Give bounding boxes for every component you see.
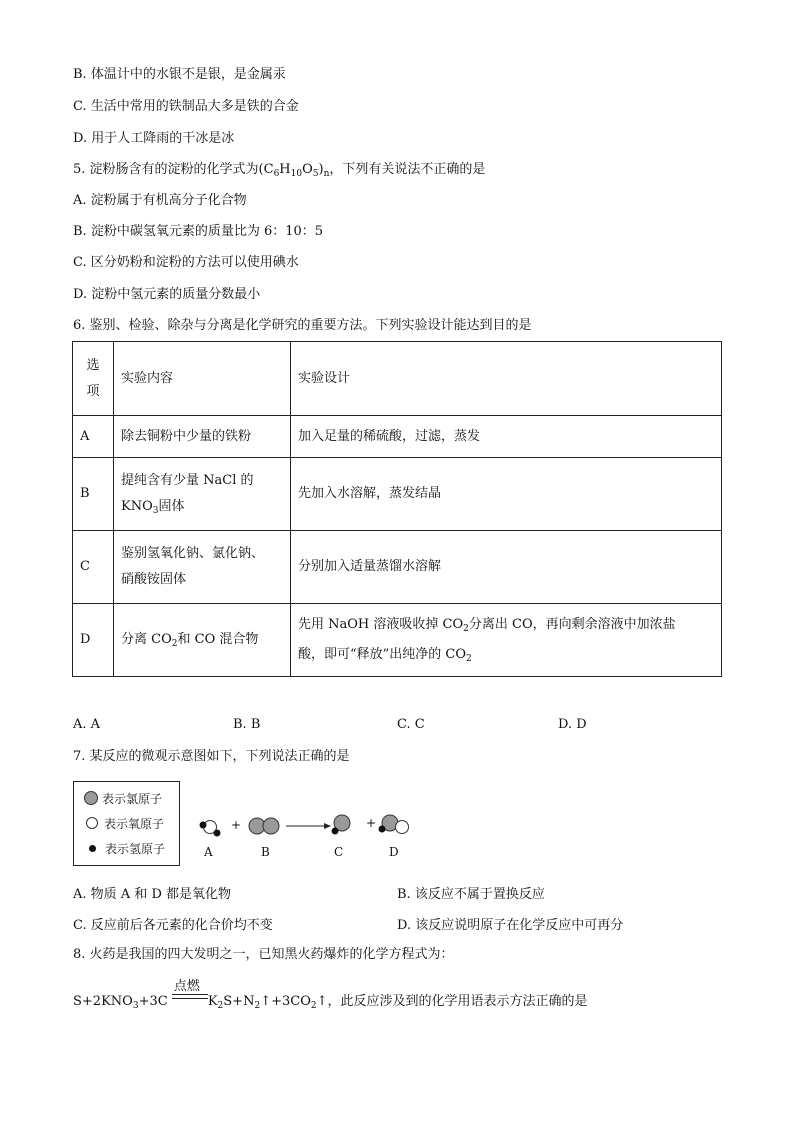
q7-reaction-diagram: [190, 808, 420, 848]
q6-header-content: 实验内容: [114, 342, 291, 416]
equals-line-bottom: [172, 998, 208, 999]
q6-option-d: D. D: [558, 717, 587, 732]
plus-sign-1: +: [231, 818, 242, 832]
q8-stem: 8. 火药是我国的四大发明之一，已知黑火药爆炸的化学方程式为：: [73, 947, 454, 962]
q7-option-c: C. 反应前后各元素的化合价均不变: [73, 918, 273, 933]
molecule-a-icon: [200, 821, 221, 837]
q4-option-d: D. 用于人工降雨的干冰是冰: [73, 131, 235, 146]
q6-option-a: A. A: [73, 717, 101, 732]
q6-row-a-option: A: [73, 416, 114, 458]
label-a: A: [204, 845, 213, 859]
q6-header-option: 选 项: [73, 342, 114, 416]
chlorine-atom-icon: [84, 791, 98, 805]
q5-stem: 5. 淀粉肠含有的淀粉的化学式为$(C_6H_{10}O_5)_n$，下列有关说法不正确的是: [73, 162, 486, 179]
q7-option-a: A. 物质 A 和 D 都是氧化物: [73, 887, 231, 902]
q6-option-b: B. B: [233, 717, 261, 732]
legend-hydrogen: 表示氢原子: [84, 838, 165, 858]
q4-option-b: B. 体温计中的水银不是银，是金属汞: [73, 67, 286, 82]
q6-header-row: [73, 342, 722, 416]
reaction-arrow-icon: [286, 823, 331, 829]
q6-row-a-content: 除去铜粉中少量的铁粉: [114, 416, 291, 458]
q5-option-b: B. 淀粉中碳氢氧元素的质量比为 6：10：5: [73, 224, 324, 239]
q8-equation: $S+2KNO_3+3C$ 点燃 $K_2S+N_2↑+3CO_2↑$，此反应涉及到的化学用语表示方法正确的是: [73, 975, 733, 1015]
equals-with-condition: [172, 979, 208, 1005]
legend-chlorine: 表示氯原子: [84, 788, 162, 808]
q6-row-b-design: 先加入水溶解，蒸发结晶: [291, 458, 722, 531]
q7-stem: 7. 某反应的微观示意图如下，下列说法正确的是: [73, 749, 350, 764]
equals-line-top: [172, 994, 208, 995]
q6-row-d-design: 先用 NaOH 溶液吸收掉 $CO_2$分离出 CO，再向剩余溶液中加浓盐 酸，即可“释放”出纯净的 $CO_2$: [291, 604, 722, 677]
q6-row-b: [73, 458, 722, 531]
q5-option-c: C. 区分奶粉和淀粉的方法可以使用碘水: [73, 255, 299, 270]
q7-option-b: B. 该反应不属于置换反应: [397, 887, 545, 902]
q6-row-c-design: 分别加入适量蒸馏水溶解: [291, 531, 722, 604]
molecule-b-icon: [249, 818, 279, 834]
q6-row-d-content: 分离 $CO_2$和 CO 混合物: [114, 604, 291, 677]
q6-table: [72, 341, 722, 677]
q6-row-b-option: B: [73, 458, 114, 531]
reaction-condition: 点燃: [173, 979, 200, 994]
q6-options: [73, 717, 723, 735]
q6-row-c: [73, 531, 722, 604]
molecule-c-icon: [332, 815, 351, 835]
q7-option-d: D. 该反应说明原子在化学反应中可再分: [397, 918, 624, 933]
q6-stem: 6. 鉴别、检验、除杂与分离是化学研究的重要方法。下列实验设计能达到目的是: [73, 318, 532, 333]
q6-row-a-design: 加入足量的稀硫酸，过滤，蒸发: [291, 416, 722, 458]
q7-legend: [73, 781, 180, 866]
q5-option-d: D. 淀粉中氢元素的质量分数最小: [73, 287, 261, 302]
label-c: C: [334, 845, 344, 859]
q6-option-c: C. C: [397, 717, 425, 732]
label-b: B: [261, 845, 270, 859]
q6-row-d-option: D: [73, 604, 114, 677]
q6-header-design: 实验设计: [291, 342, 722, 416]
plus-sign-2: +: [366, 816, 377, 830]
q6-row-c-content: 鉴别氢氧化钠、氯化钠、 硝酸铵固体: [114, 531, 291, 604]
q6-row-c-option: C: [73, 531, 114, 604]
q6-row-a: [73, 416, 722, 458]
legend-oxygen: 表示氧原子: [84, 813, 164, 833]
oxygen-atom-icon: [86, 817, 98, 829]
q6-row-d: [73, 604, 722, 677]
q4-option-c: C. 生活中常用的铁制品大多是铁的合金: [73, 99, 299, 114]
hydrogen-atom-icon: [89, 845, 96, 852]
q5-option-a: A. 淀粉属于有机高分子化合物: [73, 193, 247, 208]
q6-row-b-content: 提纯含有少量 NaCl 的 $KNO_3$固体: [114, 458, 291, 531]
label-d: D: [389, 845, 399, 859]
molecule-d-icon: [379, 815, 409, 834]
